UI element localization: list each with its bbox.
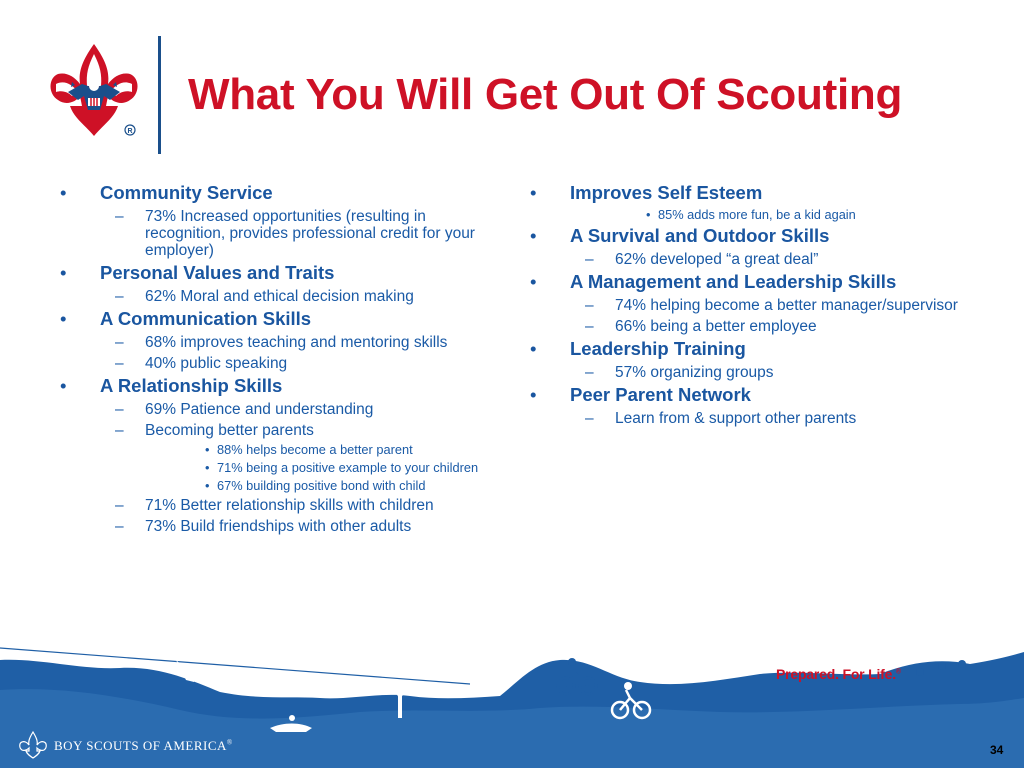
sub-sub-item-text: 67% building positive bond with child bbox=[217, 478, 426, 493]
bullet-marker: • bbox=[646, 207, 651, 222]
sub-item bbox=[528, 410, 968, 427]
dash-marker: – bbox=[115, 518, 124, 535]
bullet-heading: Personal Values and Traits bbox=[100, 262, 335, 283]
bullet-marker: • bbox=[530, 225, 537, 246]
sub-item-text: Becoming better parents bbox=[145, 422, 314, 439]
dash-marker: – bbox=[115, 288, 124, 305]
sub-sub-item bbox=[528, 208, 968, 222]
bullet-marker: • bbox=[530, 182, 537, 203]
bullet-marker: • bbox=[60, 182, 67, 203]
sub-item bbox=[528, 318, 968, 335]
bullet-communication-skills bbox=[58, 307, 498, 330]
bullet-heading: Community Service bbox=[100, 182, 273, 203]
sub-item-text: 73% Increased opportunities (resulting in recognition, provides professional credit for your employer) bbox=[145, 208, 475, 259]
bullet-relationship-skills bbox=[58, 374, 498, 397]
sub-sub-item bbox=[58, 461, 498, 475]
bullet-community-service bbox=[58, 181, 498, 204]
dash-marker: – bbox=[115, 355, 124, 372]
organization-text: BOY SCOUTS OF AMERICA bbox=[54, 738, 227, 753]
bullet-heading: A Communication Skills bbox=[100, 308, 312, 329]
sub-item bbox=[528, 364, 968, 381]
bullet-heading: A Relationship Skills bbox=[100, 375, 283, 396]
tagline-mark: ® bbox=[895, 668, 901, 676]
bullet-heading: A Management and Leadership Skills bbox=[570, 271, 897, 292]
sub-sub-item bbox=[58, 479, 498, 493]
sub-item-text: 62% Moral and ethical decision making bbox=[145, 288, 414, 305]
bullet-heading: Improves Self Esteem bbox=[570, 182, 763, 203]
page-number: 34 bbox=[990, 743, 1004, 757]
dash-marker: – bbox=[585, 251, 594, 268]
bullet-personal-values bbox=[58, 261, 498, 284]
sub-item-text: Learn from & support other parents bbox=[615, 410, 857, 427]
sub-item-text: 66% being a better employee bbox=[615, 318, 817, 335]
sub-sub-item-text: 88% helps become a better parent bbox=[217, 442, 413, 457]
sub-item-text: 62% developed “a great deal” bbox=[615, 251, 819, 268]
small-fleur-de-lis-icon bbox=[18, 730, 48, 760]
right-column bbox=[528, 180, 968, 429]
sub-item-text: 69% Patience and understanding bbox=[145, 401, 374, 418]
dash-marker: – bbox=[585, 318, 594, 335]
sub-item-text: 74% helping become a better manager/supervisor bbox=[615, 297, 958, 314]
sub-item bbox=[528, 251, 968, 268]
bullet-marker: • bbox=[205, 478, 210, 493]
dash-marker: – bbox=[585, 297, 594, 314]
sub-item bbox=[58, 401, 498, 418]
dash-marker: – bbox=[585, 364, 594, 381]
sub-item-text: 68% improves teaching and mentoring skills bbox=[145, 334, 448, 351]
fleur-de-lis-logo-icon bbox=[44, 40, 144, 144]
organization-name bbox=[54, 738, 233, 754]
bullet-leadership-training bbox=[528, 337, 968, 360]
bullet-marker: • bbox=[60, 308, 67, 329]
sub-item-text: 73% Build friendships with other adults bbox=[145, 518, 412, 535]
left-column bbox=[58, 180, 498, 537]
sub-item bbox=[58, 355, 498, 372]
bullet-marker: • bbox=[60, 375, 67, 396]
bullet-marker: • bbox=[205, 442, 210, 457]
bullet-heading: A Survival and Outdoor Skills bbox=[570, 225, 830, 246]
bullet-marker: • bbox=[530, 338, 537, 359]
sub-item bbox=[58, 208, 498, 259]
bullet-management-skills bbox=[528, 270, 968, 293]
tagline-text: Prepared. For Life. bbox=[776, 666, 896, 682]
dash-marker: – bbox=[115, 208, 124, 225]
bullet-heading: Leadership Training bbox=[570, 338, 746, 359]
bullet-peer-parent-network bbox=[528, 383, 968, 406]
sub-item bbox=[58, 518, 498, 535]
sub-sub-item-text: 85% adds more fun, be a kid again bbox=[658, 207, 856, 222]
sub-item-text: 57% organizing groups bbox=[615, 364, 774, 381]
svg-text:R: R bbox=[127, 128, 133, 135]
sub-item bbox=[58, 288, 498, 305]
bullet-marker: • bbox=[530, 271, 537, 292]
sub-sub-item-text: 71% being a positive example to your children bbox=[217, 460, 479, 475]
bullet-self-esteem bbox=[528, 181, 968, 204]
bullet-marker: • bbox=[60, 262, 67, 283]
dash-marker: – bbox=[115, 497, 124, 514]
dash-marker: – bbox=[115, 334, 124, 351]
sub-sub-item bbox=[58, 443, 498, 457]
dash-marker: – bbox=[115, 422, 124, 439]
bullet-survival-skills bbox=[528, 224, 968, 247]
tagline bbox=[776, 666, 901, 682]
bullet-marker: • bbox=[530, 384, 537, 405]
organization-mark: ® bbox=[226, 738, 233, 747]
sub-item-text: 71% Better relationship skills with children bbox=[145, 497, 434, 514]
bullet-marker: • bbox=[205, 460, 210, 475]
dash-marker: – bbox=[115, 401, 124, 418]
sub-item bbox=[58, 497, 498, 514]
sub-item-text: 40% public speaking bbox=[145, 355, 288, 372]
sub-item bbox=[528, 297, 968, 314]
bullet-heading: Peer Parent Network bbox=[570, 384, 751, 405]
title-divider bbox=[158, 36, 161, 154]
sub-item bbox=[58, 334, 498, 351]
sub-item bbox=[58, 422, 498, 439]
slide-title: What You Will Get Out Of Scouting bbox=[188, 70, 903, 119]
dash-marker: – bbox=[585, 410, 594, 427]
